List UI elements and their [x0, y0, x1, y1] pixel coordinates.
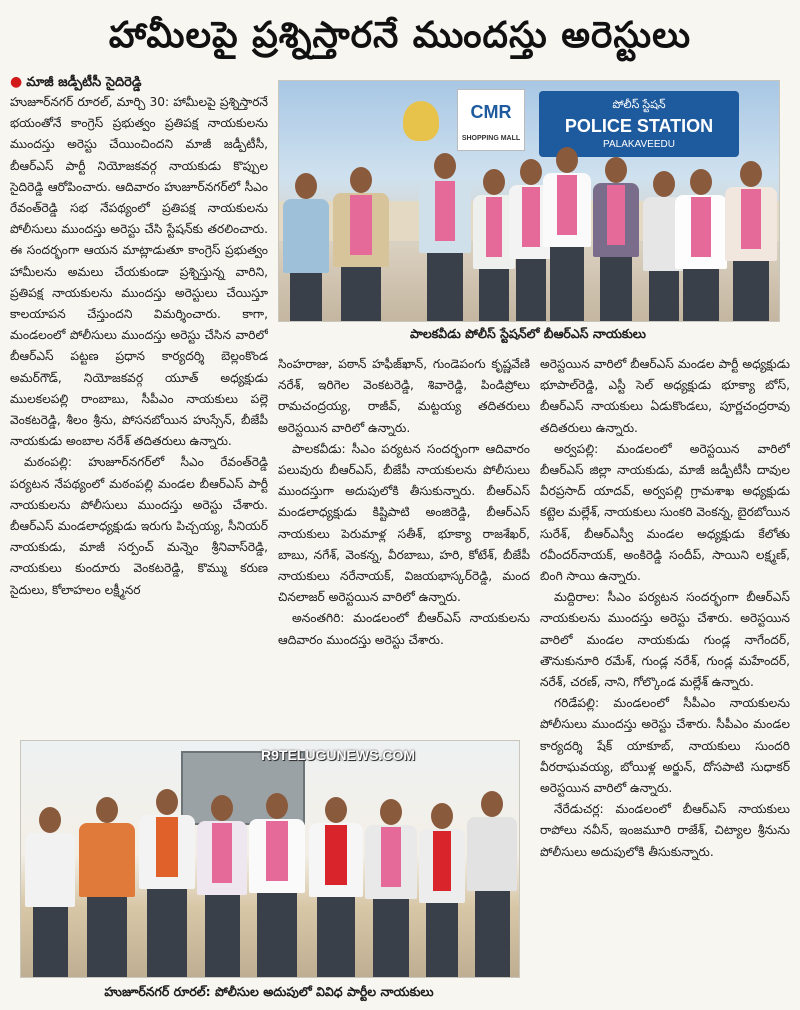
person [593, 157, 639, 321]
headline: హామీలపై ప్రశ్నిస్తారనే ముందస్తు అరెస్టులు [108, 15, 692, 56]
paragraph: అర్వపల్లి: మండలంలో అరెస్టయిన వారిలో బీఆర్ఎస్ జిల్లా నాయకుడు, మాజీ జడ్పీటీసీ దావుల వీరప్రసాద్ యాదవ్, అర్వపల్లి గ్రామశాఖ అధ్యక్షుడు కట్టెల మల్లేశ్, నాయకులు సుంకరి వెంకన్న, బైరబోయిన సురేశ్, బీఆర్ఎస్వీ మండల అధ్యక్షుడు కేలోతు రవీందర్‌నాయక్, అంకిరెడ్డి సందీప్, సాయిని లక్ష్మణ్, బింగి సాయి ఉన్నారు. [540, 441, 790, 584]
byline [10, 74, 141, 93]
article-column-2 [278, 354, 530, 732]
person [197, 795, 247, 977]
person [309, 797, 363, 977]
paragraph: గరిడేపల్లి: మండలంలో సీపీఎం నాయకులను పోలీసులు ముందస్తు అరెస్టు చేశారు. సీపీఎం మండల కార్యదర్శి షేక్ యాకూబ్, నాయకులు సుందరి వీరరాఘవయ్య, బోయిళ్ల అర్జున్, దోసపాటి సుధాకర్ అరెస్టయిన వారిలో ఉన్నారు. [540, 696, 790, 796]
paragraph: నేరేడుచర్ల: మండలంలో బీఆర్ఎస్ నాయకులు రాపోలు నవీన్, ఇంజమూరి రాజేశ్, చిట్యాల శ్రీనును పోలీసులు అదుపులోకి తీసుకున్నారు. [540, 802, 790, 859]
paragraph: అరెస్టయిన వారిలో బీఆర్ఎస్ మండల పార్టీ అధ్యక్షుడు భూపాల్‌రెడ్డి, ఎస్టీ సెల్ అధ్యక్షుడు భూక్యా బోస్, బీఆర్ఎస్ నాయకులు ఏడుకొండలు, పూర్ణచంద్రరావు తదితరులు ఉన్నారు. [540, 357, 790, 435]
mall-sign [457, 89, 525, 151]
police-badge-icon [403, 101, 439, 141]
person [365, 799, 417, 977]
article-column-3 [540, 354, 790, 994]
person [467, 791, 517, 977]
person [419, 803, 465, 977]
person [25, 807, 75, 977]
bullet-icon: ● [10, 74, 23, 90]
watermark: R9TELUGUNEWS.COM [261, 747, 415, 763]
sign-telugu: పోలీస్ స్టేషన్ [612, 99, 666, 111]
paragraph: పాలకవీడు: సీఎం పర్యటన సందర్భంగా ఆదివారం పలువురు బీఆర్ఎస్, బీజేపీ నాయకులను పోలీసులు ముందస్తుగా అదుపులోకి తీసుకున్నారు. బీఆర్ఎస్ మండలాధ్యక్షుడు కిష్టిపాటి అంజిరెడ్డి, బీఆర్ఎస్ నాయకులు పెరుమాళ్ల సతీశ్, భూక్యా రాజశేఖర్, బాబు, నగేశ్, వెంకన్న, వీరబాబు, హరి, కోటేశ్, బీజేపీ నాయకులు నరేనాయక్, విజయభాస్కర్‌రెడ్డి, మంద చినలాజర్ అరెస్టయిన వారిలో ఉన్నారు. [278, 441, 530, 605]
photo-leaders-group [20, 740, 520, 978]
person [543, 147, 591, 321]
paragraph: మద్దిరాల: సీఎం పర్యటన సందర్భంగా బీఆర్ఎస్ నాయకులను ముందస్తు అరెస్టు చేశారు. అరెస్టయిన వారిలో మండల నాయకుడు గుండ్ల నాగేందర్, తౌనుకునూరి రమేశ్, గుండ్ల నరేశ్, గుండ్ల మహేందర్, నరేశ్, చరణ్, నాని, గోల్కొండ మల్లేశ్ ఉన్నారు. [540, 590, 790, 690]
person [725, 161, 777, 321]
person [675, 169, 727, 321]
sign-english: POLICE STATION [564, 116, 714, 136]
person [79, 797, 135, 977]
article-column-1 [10, 92, 268, 732]
person [139, 789, 195, 977]
person [419, 153, 471, 321]
person [249, 793, 305, 977]
photo-police-station [278, 80, 780, 322]
sign-place: PALAKAVEEDU [603, 139, 675, 150]
paragraph: మఠంపల్లి: హుజూర్‌నగర్‌లో సీఎం రేవంత్‌రెడ్డి పర్యటన నేపథ్యంలో మఠంపల్లి మండల బీఆర్ఎస్ పార్టీ నాయకులను పోలీసులు ముందస్తు అరెస్టు చేశారు. బీఆర్ఎస్ మండలాధ్యక్షుడు ఇరుగు పిచ్చయ్య, సీనియర్ నాయకుడు, మాజీ సర్పంచ్ మన్నెం శ్రీనివాస్‌రెడ్డి, నాయకులు కుందూరు వెంకటరెడ్డి, కొమ్ము కరుణ సైదులు, కోలాహలం లక్ష్మీనర [10, 455, 268, 597]
photo-caption-2: హుజూర్‌నగర్ రూరల్: పోలీసుల అదుపులో వివిధ పార్టీల నాయకులు [104, 984, 434, 999]
byline-text: మాజీ జడ్పీటీసీ సైదిరెడ్డి [26, 75, 142, 90]
paragraph: హుజూర్‌నగర్ రూరల్, మార్చి 30: హామీలపై ప్రశ్నిస్తారనే భయంతోనే కాంగ్రెస్ ప్రభుత్వం ప్రతిపక్ష నాయకులను ముందస్తు అరెస్టు చేయించిందని మాజీ జడ్పీటీసీ, బీఆర్ఎస్ పార్టీ నియోజకవర్గ నాయకుడు కొప్పుల సైదిరెడ్డి ఆరోపించారు. ఆదివారం హుజూర్‌నగర్‌లో సీఎం రేవంత్‌రెడ్డి సభ నేపథ్యంలో ప్రతిపక్ష నాయకులను పోలీసులు ముందస్తు అరెస్టు చేసి స్టేషన్‌కు తరలించారు. ఈ సందర్భంగా ఆయన మాట్లాడుతూ కాంగ్రెస్ ప్రభుత్వం హామీలను అమలు చేయకుండా ప్రశ్నిస్తున్న వారిని, ప్రతిపక్ష నాయకులను ముందస్తు అరెస్టులు చేయిస్తూ కాలయాపన చేస్తుందని విమర్శించారు. కాగా, మండలంలో పోలీసులు ముందస్తు అరెస్టు చేసిన వారిలో బీఆర్ఎస్ పట్టణ ప్రధాన కార్యదర్శి బెల్లంకొండ అమర్‌గౌడ్, నియోజకవర్గ యూత్ అధ్యక్షుడు ములకలపల్లి రాంబాబు, సీపీఎం నాయకులు పల్లె వెంకటరెడ్డి, శీలం శ్రీను, పోసనబోయిన హుస్సేన్, బీజేపీ నాయకుడు అంబాల నరేశ్ తదితరులు ఉన్నారు. [10, 95, 268, 449]
person [283, 173, 329, 321]
person [333, 167, 389, 321]
mall-name: CMR [470, 102, 512, 122]
paragraph: అనంతగిరి: మండలంలో బీఆర్ఎస్ నాయకులను ఆదివారం ముందస్తు అరెస్టు చేశారు. [278, 611, 530, 647]
paragraph: సింహరాజు, పఠాన్ హఫీజ్‌ఖాన్, గుండెపంగు కృష్ణవేణి నరేశ్, ఇరిగెల వెంకటరెడ్డి, శివారెడ్డి, పిండిప్రోలు రామచంద్రయ్య, రాజీవ్, మట్టయ్య తదితరులు అరెస్టయిన వారిలో ఉన్నారు. [278, 357, 530, 435]
photo-caption-1: పాలకవీడు పోలీస్ స్టేషన్‌లో బీఆర్ఎస్ నాయకులు [410, 326, 646, 341]
mall-sub: SHOPPING MALL [461, 135, 521, 142]
